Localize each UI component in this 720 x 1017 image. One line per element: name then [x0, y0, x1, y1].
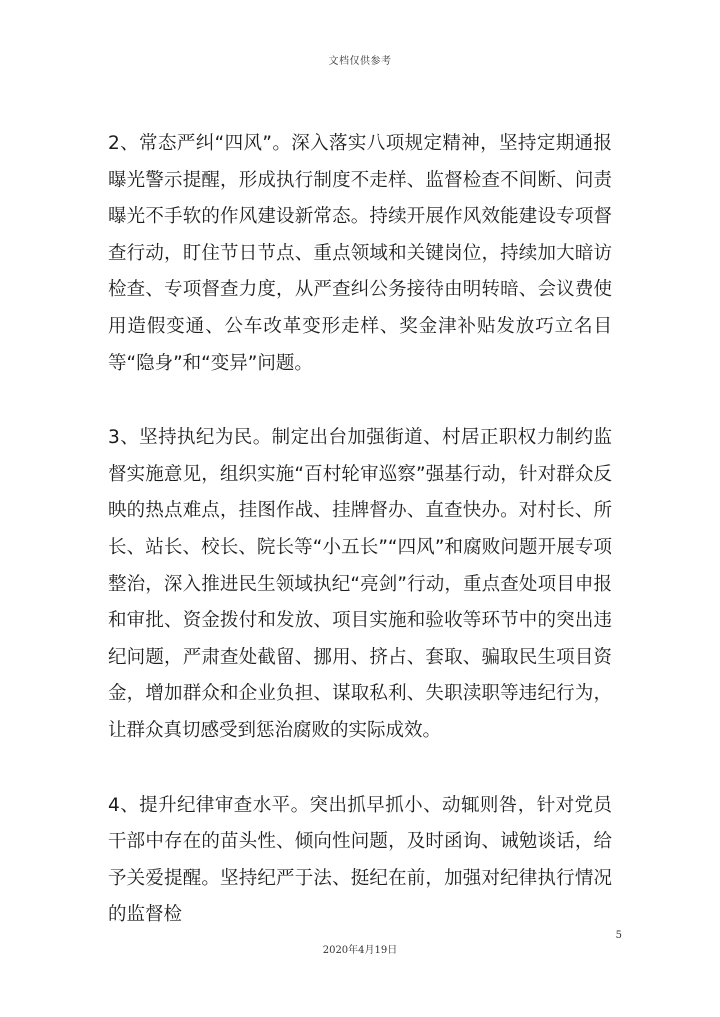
paragraph-2: 2、常态严纠“四风”。深入落实八项规定精神，坚持定期通报曝光警示提醒，形成执行制度不走样、监督检查不间断、问责曝光不手软的作风建设新常态。持续开展作风效能建设专项督查行动，盯住节日节点、重点领域和关键岗位，持续加大暗访检查、专项督查力度，从严查纠公务接待由明转暗、会议费使用造假变通、公车改革变形走样、奖金津补贴发放巧立名目等“隐身”和“变异”问题。: [108, 133, 612, 374]
paragraph-4: 4、提升纪律审查水平。突出抓早抓小、动辄则咎，针对党员干部中存在的苗头性、倾向性问题，及时函询、诫勉谈话，给予关爱提醒。坚持纪严于法、挺纪在前，加强对纪律执行情况的监督检: [108, 794, 612, 926]
page-number: 5: [615, 930, 622, 941]
document-body: [108, 126, 612, 934]
paragraph-3: 3、坚持执纪为民。制定出台加强街道、村居正职权力制约监督实施意见，组织实施“百村轮审巡察”强基行动，针对群众反映的热点难点，挂图作战、挂牌督办、直查快办。对村长、所长、站长、校长、院长等“小五长”“四风”和腐败问题开展专项整治，深入推进民生领域执纪“亮剑”行动，重点查处项目申报和审批、资金拨付和发放、项目实施和验收等环节中的突出违纪问题，严肃查处截留、挪用、挤占、套取、骗取民生项目资金，增加群众和企业负担、谋取私利、失职渎职等违纪行为，让群众真切感受到惩治腐败的实际成效。: [108, 427, 612, 741]
page-header: 文档仅供参考: [328, 56, 392, 67]
page-footer-date: 2020年4月19日: [322, 945, 398, 956]
